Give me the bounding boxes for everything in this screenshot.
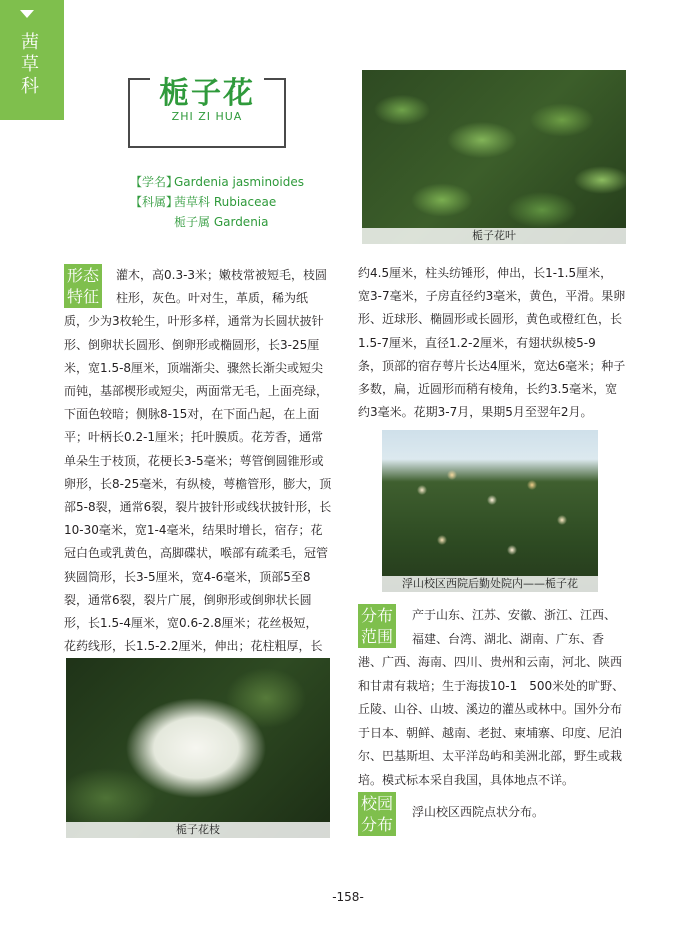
text-line: 港、广西、海南、四川、贵州和云南，河北、陕西 (358, 655, 623, 669)
text-line: 单朵生于枝顶，花梗长3-5毫米；萼管倒圆锥形或 (64, 453, 324, 468)
text-line: 柱形，灰色。叶对生，革质，稀为纸 (116, 291, 309, 306)
campus-label-line1: 校园 (361, 794, 394, 813)
text-line: 和甘肃有栽培；生于海拔10-1 500米处的旷野、 (358, 678, 625, 693)
text-line: 条，顶部的宿存萼片长达4厘米，宽达6毫米；种子 (358, 358, 626, 373)
title-box (128, 78, 286, 148)
text-line: 花药线形，长1.5-2.2厘米，伸出；花柱粗厚，长 (64, 639, 323, 654)
text-line: 冠白色或乳黄色，高脚碟状，喉部有疏柔毛，冠管 (64, 546, 329, 561)
distribution-label-line1: 分布 (361, 606, 394, 625)
text-line: 狭圆筒形，长3-5厘米，宽4-6毫米，顶部5至8 (64, 569, 311, 584)
text-line: 质，少为3枚轮生，叶形多样，通常为长圆状披针 (64, 314, 324, 329)
text-line: 丘陵、山谷、山坡、溪边的灌丛或林中。国外分布 (358, 702, 623, 716)
leaf-photo-caption: 栀子花叶 (362, 228, 626, 244)
text-line: 1.5-7厘米，直径1.2-2厘米，有翅状纵棱5-9 (358, 335, 596, 350)
text-line: 培。模式标本采自我国，具体地点不详。 (358, 772, 575, 787)
text-line: 于日本、朝鲜、越南、老挝、柬埔寨、印度、尼泊 (358, 725, 623, 740)
scientific-name-value: Gardenia jasminoides (174, 175, 304, 189)
genus-row (130, 212, 304, 232)
campus-label-line2: 分布 (361, 815, 394, 834)
morphology-left-column (64, 264, 332, 658)
family-tab-label: 茜草科 (21, 32, 39, 97)
text-line: 多数，扁，近圆形而稍有棱角，长约3.5毫米，宽 (358, 382, 618, 397)
triangle-down-icon (20, 10, 34, 18)
family-side-tab (0, 0, 64, 120)
text-line: 形、近球形、椭圆形或长圆形，黄色或橙红色，长 (358, 312, 623, 327)
text-line: 约4.5厘米，柱头纺锤形，伸出，长1-1.5厘米， (358, 266, 613, 280)
text-line: 裂，通常6裂，裂片广展，倒卵形或倒卵状长圆 (64, 592, 312, 607)
campus-photo (382, 430, 598, 592)
family-value: 茜草科 Rubiaceae (174, 195, 277, 209)
text-line: 约3毫米。花期3-7月，果期5月至翌年2月。 (358, 405, 593, 420)
campus-photo-caption: 浮山校区西院后勤处院内——栀子花 (382, 576, 598, 592)
scientific-name-label: 【学名】 (130, 175, 179, 189)
distribution-text (358, 604, 630, 792)
text-line: 下面色较暗；侧脉8-15对，在下面凸起，在上面 (64, 407, 320, 422)
morphology-label-line2: 特征 (67, 287, 100, 306)
text-line: 而钝，基部楔形或短尖，两面常无毛，上面亮绿， (64, 384, 329, 399)
branch-photo-caption: 栀子花枝 (66, 822, 330, 838)
text-line: 形，长1.5-4厘米，宽0.6-2.8厘米；花丝极短， (64, 616, 318, 631)
distribution-label-line2: 范围 (361, 627, 394, 646)
text-line: 福建、台湾、湖北、湖南、广东、香 (412, 631, 605, 646)
family-row (130, 192, 304, 212)
genus-value: 栀子属 Gardenia (174, 215, 269, 229)
leaf-photo (362, 70, 626, 244)
text-line: 卵形，长8-25毫米，有纵棱，萼檐管形，膨大，顶 (64, 476, 332, 491)
morphology-label-line1: 形态 (67, 266, 100, 285)
scientific-name-row (130, 172, 304, 192)
text-line: 灌木，高0.3-3米；嫩枝常被短毛，枝圆 (116, 268, 328, 282)
text-line: 形、倒卵状长圆形、倒卵形或椭圆形，长3-25厘 (64, 337, 320, 352)
text-line: 尔、巴基斯坦、太平洋岛屿和美洲北部，野生或栽 (358, 749, 623, 763)
text-line: 产于山东、江苏、安徽、浙江、江西、 (412, 608, 617, 622)
family-label: 【科属】 (130, 195, 179, 209)
page-title: 栀子花 (159, 76, 255, 111)
campus-distribution-label (358, 792, 396, 836)
taxonomy-block (130, 172, 304, 232)
campus-distribution-text: 浮山校区西院点状分布。 (412, 805, 545, 819)
page-title-pinyin: ZHI ZI HUA (171, 110, 243, 123)
text-line: 平；叶柄长0.2-1厘米；托叶膜质。花芳香，通常 (64, 430, 324, 445)
text-line: 米，宽1.5-8厘米，顶端渐尖、骤然长渐尖或短尖 (64, 360, 324, 375)
morphology-right-column (358, 262, 630, 424)
branch-photo (66, 658, 330, 838)
text-line: 部5-8裂，通常6裂，裂片披针形或线状披针形，长 (64, 500, 332, 515)
text-line: 10-30毫米，宽1-4毫米，结果时增长，宿存；花 (64, 523, 323, 538)
page-number: -158- (332, 890, 364, 904)
text-line: 宽3-7毫米，子房直径约3毫米，黄色，平滑。果卵 (358, 289, 626, 304)
